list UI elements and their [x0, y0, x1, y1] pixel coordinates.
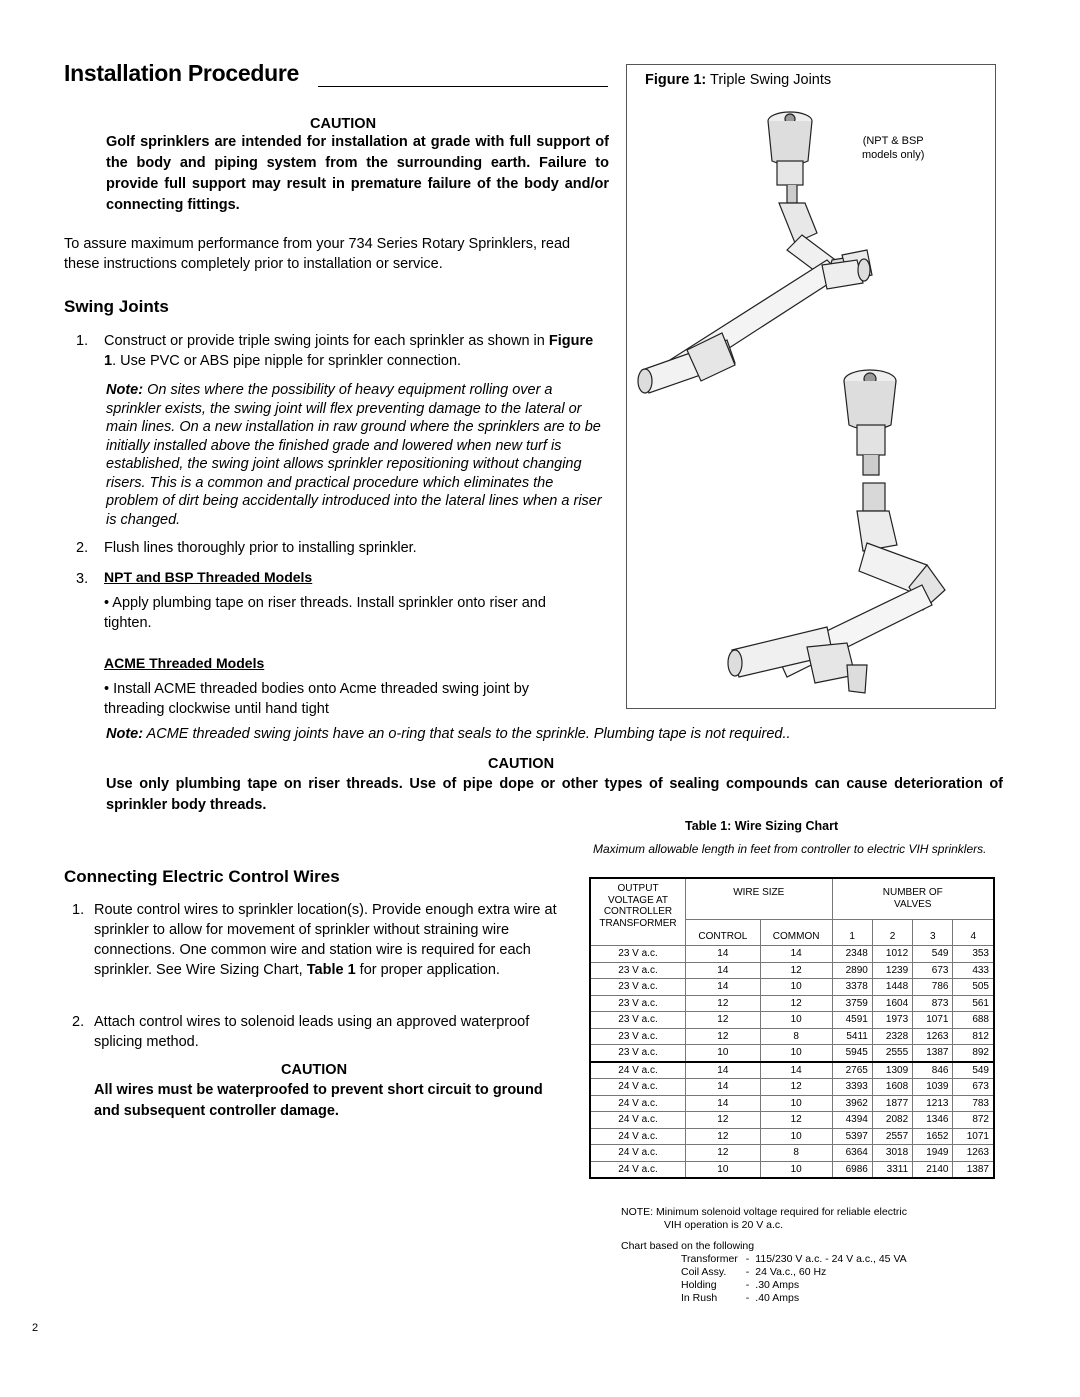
table-cell: 14	[760, 1062, 832, 1079]
table-cell: 1973	[872, 1012, 912, 1029]
table-row	[590, 979, 994, 996]
note-swing-joint: Note: On sites where the possibility of heavy equipment rolling over a sprinkler exists, the swing joint will flex preventing damage to the lateral or main lines. On a new installation in raw ground where the sprinklers are to be initially installed above the finished grade and lowered when new turf is established, the swing joint allows sprinkler repositioning without changing risers. This is a common and practical procedure which eliminates the problem of dirt being accidentally introduced into the lateral lines when a riser is changed.	[106, 382, 602, 528]
table-header-valves-3: 3	[913, 920, 953, 946]
table-row	[590, 1112, 994, 1129]
spec-cell: .30 Amps	[755, 1279, 800, 1291]
note-acme: Note: ACME threaded swing joints have an o-ring that seals to the sprinkle. Plumbing tape is not required..	[106, 726, 791, 742]
table-cell: 353	[953, 946, 994, 963]
table-cell: 12	[686, 995, 761, 1012]
table-cell: 10	[760, 1128, 832, 1145]
caution-text: Golf sprinklers are intended for installation at grade with full support of the body and piping system from the surrounding earth. Failure to provide full support may result in premature failure of the body and/or connecting fittings.	[106, 134, 609, 213]
table-cell: 783	[953, 1095, 994, 1112]
table-cell: 23 V a.c.	[590, 962, 686, 979]
table-cell: 846	[913, 1062, 953, 1079]
table-cell: 1949	[913, 1145, 953, 1162]
spec-cell: -	[745, 1279, 750, 1291]
table-cell: 673	[953, 1079, 994, 1096]
table-cell: 3962	[832, 1095, 872, 1112]
table-cell: 24 V a.c.	[590, 1161, 686, 1178]
spec-cell: 115/230 V a.c. - 24 V a.c., 45 VA	[755, 1253, 907, 1265]
figure-frame	[626, 64, 996, 709]
caution-heading: CAUTION	[281, 1062, 348, 1078]
table-cell: 786	[913, 979, 953, 996]
table-cell: 688	[953, 1012, 994, 1029]
table-cell: 505	[953, 979, 994, 996]
figure-note: (NPT & BSP models only)	[862, 135, 925, 161]
caution-text: All wires must be waterproofed to prevent short circuit to ground and subsequent controller damage.	[94, 1082, 543, 1119]
table-row	[590, 1045, 994, 1062]
caution-text: Use only plumbing tape on riser threads. Use of pipe dope or other types of sealing compounds can cause deterioration of sprinkler body threads.	[106, 776, 1003, 813]
table-header-control: CONTROL	[686, 920, 761, 946]
table-header-valves-1: 1	[832, 920, 872, 946]
title-rule	[318, 86, 608, 87]
section-heading-control-wires: Connecting Electric Control Wires	[64, 867, 340, 886]
table-header-valves-4: 4	[953, 920, 994, 946]
table-cell: 1263	[913, 1028, 953, 1045]
table-cell: 10	[686, 1045, 761, 1062]
list-number: 1.	[76, 333, 89, 349]
caution-heading: CAUTION	[310, 116, 377, 132]
table-header-common: COMMON	[760, 920, 832, 946]
table-cell: 2348	[832, 946, 872, 963]
table-cell: 892	[953, 1045, 994, 1062]
table-cell: 3018	[872, 1145, 912, 1162]
table-title: Table 1: Wire Sizing Chart	[685, 819, 839, 833]
table-note: NOTE: Minimum solenoid voltage required for reliable electric VIH operation is 20 V a.c.	[621, 1206, 907, 1231]
table-cell: 14	[686, 1079, 761, 1096]
table-header-number: NUMBER OF VALVES	[832, 878, 994, 920]
intro-paragraph: To assure maximum performance from your 734 Series Rotary Sprinklers, read these instructions completely prior to installation or service.	[64, 236, 571, 272]
spec-cell: In Rush	[681, 1292, 718, 1304]
spec-cell: Holding	[681, 1279, 717, 1291]
table-cell: 14	[760, 946, 832, 963]
figure-caption: Figure 1: Triple Swing Joints	[645, 72, 832, 88]
table-cell: 23 V a.c.	[590, 979, 686, 996]
table-cell: 673	[913, 962, 953, 979]
table-cell: 24 V a.c.	[590, 1128, 686, 1145]
spec-cell: -	[745, 1253, 750, 1265]
table-cell: 2765	[832, 1062, 872, 1079]
table-cell: 14	[686, 962, 761, 979]
table-cell: 24 V a.c.	[590, 1095, 686, 1112]
table-cell: 14	[686, 1095, 761, 1112]
table-cell: 2082	[872, 1112, 912, 1129]
swing-joint-illustration	[627, 65, 995, 708]
table-row	[590, 1128, 994, 1145]
table-cell: 433	[953, 962, 994, 979]
table-cell: 12	[760, 1112, 832, 1129]
table-cell: 1263	[953, 1145, 994, 1162]
list-number: 2.	[76, 540, 89, 556]
table-row	[590, 1062, 994, 1079]
table-cell: 24 V a.c.	[590, 1145, 686, 1162]
wire-sizing-table	[589, 877, 995, 1179]
table-subtitle: Maximum allowable length in feet from controller to electric VIH sprinklers.	[593, 842, 987, 856]
table-cell: 1039	[913, 1079, 953, 1096]
table-cell: 6364	[832, 1145, 872, 1162]
table-cell: 2890	[832, 962, 872, 979]
table-cell: 12	[760, 995, 832, 1012]
table-cell: 2328	[872, 1028, 912, 1045]
table-cell: 3311	[872, 1161, 912, 1178]
table-cell: 8	[760, 1145, 832, 1162]
table-cell: 24 V a.c.	[590, 1062, 686, 1079]
spec-cell: Transformer	[681, 1253, 738, 1265]
table-cell: 12	[686, 1028, 761, 1045]
page-title: Installation Procedure	[64, 60, 299, 86]
table-cell: 14	[686, 1062, 761, 1079]
table-row	[590, 1095, 994, 1112]
spec-cell: -	[745, 1266, 750, 1278]
spec-row	[681, 1253, 907, 1266]
table-cell: 23 V a.c.	[590, 946, 686, 963]
table-cell: 23 V a.c.	[590, 995, 686, 1012]
table-header-wire: WIRE SIZE	[686, 878, 833, 920]
table-cell: 1877	[872, 1095, 912, 1112]
table-cell: 873	[913, 995, 953, 1012]
table-cell: 12	[760, 1079, 832, 1096]
table-cell: 23 V a.c.	[590, 1028, 686, 1045]
table-row	[590, 1161, 994, 1178]
table-row	[590, 1028, 994, 1045]
list-item-step2: Flush lines thoroughly prior to installing sprinkler.	[104, 540, 417, 556]
spec-cell: Coil Assy.	[681, 1266, 727, 1278]
table-cell: 24 V a.c.	[590, 1112, 686, 1129]
table-row	[590, 1079, 994, 1096]
table-cell: 10	[686, 1161, 761, 1178]
page-number: 2	[32, 1322, 39, 1334]
table-cell: 549	[953, 1062, 994, 1079]
npt-instruction: • Apply plumbing tape on riser threads. Install sprinkler onto riser and tighten.	[104, 595, 546, 631]
table-cell: 1213	[913, 1095, 953, 1112]
spec-row	[681, 1279, 907, 1292]
list-item-route-wires: Route control wires to sprinkler location(s). Provide enough extra wire at sprinkler to allow for movement of sprinkler without straining wire connections. One common wire and station wire is required for each sprinkler. See Wire Sizing Chart, Table 1 for proper application.	[94, 902, 557, 978]
table-cell: 1071	[913, 1012, 953, 1029]
table-cell: 2555	[872, 1045, 912, 1062]
table-cell: 10	[760, 1045, 832, 1062]
table-cell: 3378	[832, 979, 872, 996]
table-cell: 14	[686, 946, 761, 963]
table-cell: 8	[760, 1028, 832, 1045]
subheading-npt-bsp: NPT and BSP Threaded Models	[104, 569, 313, 585]
table-cell: 1012	[872, 946, 912, 963]
table-row	[590, 946, 994, 963]
table-cell: 1652	[913, 1128, 953, 1145]
table-cell: 6986	[832, 1161, 872, 1178]
table-row	[590, 995, 994, 1012]
chart-basis-specs	[681, 1253, 907, 1305]
caution-heading: CAUTION	[488, 756, 555, 772]
table-cell: 5945	[832, 1045, 872, 1062]
table-cell: 12	[760, 962, 832, 979]
table-cell: 12	[686, 1112, 761, 1129]
table-cell: 1346	[913, 1112, 953, 1129]
table-row	[590, 1012, 994, 1029]
table-cell: 1604	[872, 995, 912, 1012]
section-heading-swing-joints: Swing Joints	[64, 297, 169, 316]
spec-cell: -	[745, 1292, 750, 1304]
table-cell: 10	[760, 1012, 832, 1029]
table-cell: 1239	[872, 962, 912, 979]
table-cell: 2140	[913, 1161, 953, 1178]
spec-row	[681, 1266, 907, 1279]
chart-basis: Chart based on the following	[621, 1240, 755, 1252]
list-item-attach-wires: Attach control wires to solenoid leads using an approved waterproof splicing method.	[94, 1014, 530, 1050]
table-cell: 5411	[832, 1028, 872, 1045]
table-header-valves-2: 2	[872, 920, 912, 946]
table-cell: 1608	[872, 1079, 912, 1096]
table-cell: 4394	[832, 1112, 872, 1129]
table-cell: 561	[953, 995, 994, 1012]
table-cell: 10	[760, 979, 832, 996]
list-number: 2.	[72, 1014, 85, 1030]
table-cell: 24 V a.c.	[590, 1079, 686, 1096]
table-cell: 4591	[832, 1012, 872, 1029]
table-cell: 23 V a.c.	[590, 1045, 686, 1062]
table-header-output: OUTPUT VOLTAGE AT CONTROLLER TRANSFORMER	[590, 878, 686, 946]
table-cell: 549	[913, 946, 953, 963]
spec-cell: .40 Amps	[755, 1292, 800, 1304]
table-cell: 1071	[953, 1128, 994, 1145]
table-cell: 12	[686, 1128, 761, 1145]
acme-instruction: • Install ACME threaded bodies onto Acme threaded swing joint by threading clockwise until hand tight	[104, 681, 530, 717]
table-cell: 23 V a.c.	[590, 1012, 686, 1029]
spec-cell: 24 Va.c., 60 Hz	[755, 1266, 827, 1278]
table-cell: 1448	[872, 979, 912, 996]
table-cell: 10	[760, 1095, 832, 1112]
table-cell: 14	[686, 979, 761, 996]
table-cell: 1387	[913, 1045, 953, 1062]
table-row	[590, 962, 994, 979]
list-item-step1: Construct or provide triple swing joints for each sprinkler as shown in Figure 1. Use PVC or ABS pipe nipple for sprinkler connection.	[104, 333, 594, 369]
table-row	[590, 1145, 994, 1162]
table-cell: 2557	[872, 1128, 912, 1145]
table-cell: 10	[760, 1161, 832, 1178]
table-cell: 812	[953, 1028, 994, 1045]
table-cell: 1309	[872, 1062, 912, 1079]
list-number: 1.	[72, 902, 85, 918]
table-cell: 872	[953, 1112, 994, 1129]
list-number: 3.	[76, 571, 89, 587]
spec-row	[681, 1292, 907, 1305]
table-cell: 3393	[832, 1079, 872, 1096]
table-cell: 12	[686, 1145, 761, 1162]
subheading-acme: ACME Threaded Models	[104, 655, 265, 671]
table-cell: 3759	[832, 995, 872, 1012]
table-cell: 1387	[953, 1161, 994, 1178]
table-cell: 5397	[832, 1128, 872, 1145]
table-cell: 12	[686, 1012, 761, 1029]
